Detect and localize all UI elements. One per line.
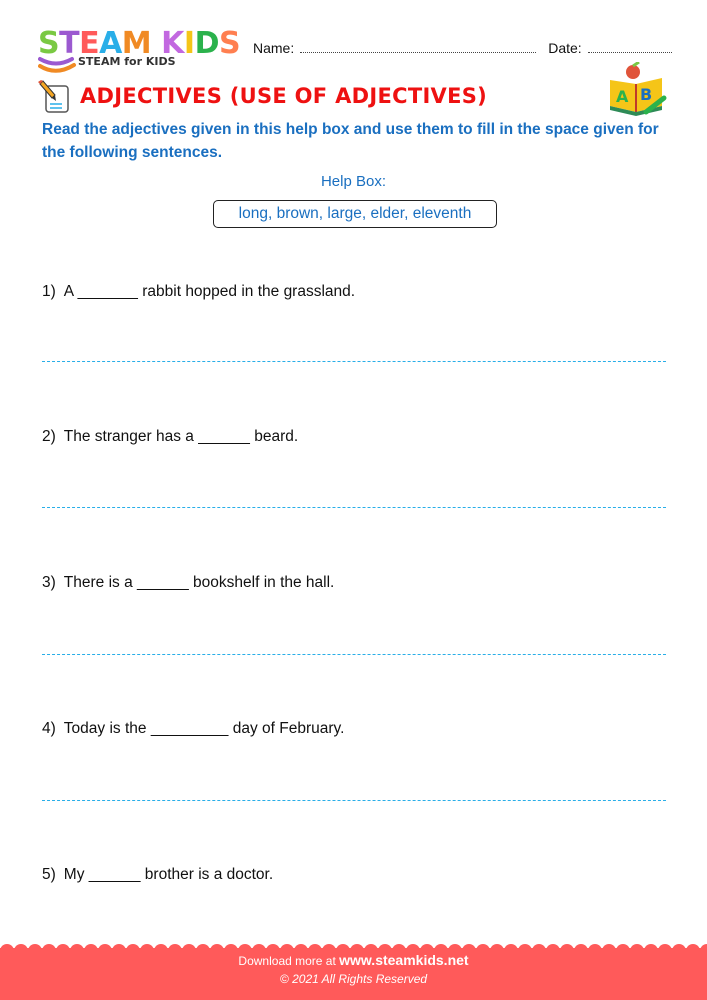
answer-line-3[interactable]: [42, 654, 666, 655]
footer-download-prefix: Download more at: [238, 954, 336, 968]
logo-letter: E: [79, 26, 100, 61]
help-box: long, brown, large, elder, eleventh: [213, 200, 497, 228]
question-text: A _______ rabbit hopped in the grassland.: [63, 283, 356, 300]
name-label: Name:: [253, 40, 295, 56]
logo-letter: D: [194, 26, 219, 61]
answer-line-4[interactable]: [42, 800, 666, 801]
svg-text:A: A: [616, 87, 629, 106]
question-3: [42, 574, 334, 592]
question-number: 2): [42, 428, 56, 445]
name-date-row: [253, 40, 672, 56]
worksheet-title: ADJECTIVES (USE OF ADJECTIVES): [80, 84, 488, 108]
abc-book-icon: [606, 62, 668, 116]
logo-letter: T: [59, 26, 80, 61]
question-number: 3): [42, 574, 56, 591]
question-text: My ______ brother is a doctor.: [63, 866, 274, 883]
logo-swoosh-icon: [38, 56, 78, 74]
logo-letter: I: [183, 26, 195, 61]
question-text: Today is the _________ day of February.: [63, 720, 345, 737]
answer-line-2[interactable]: [42, 507, 666, 508]
question-text: The stranger has a ______ beard.: [63, 428, 299, 445]
svg-text:B: B: [640, 85, 653, 104]
question-4: [42, 720, 344, 738]
footer-site-link[interactable]: www.steamkids.net: [339, 952, 469, 968]
question-number: 4): [42, 720, 56, 737]
logo-letter: K: [161, 26, 184, 61]
name-field[interactable]: [300, 51, 536, 53]
instructions: Read the adjectives given in this help box and use them to fill in the space given for the following sentences.: [42, 121, 659, 161]
logo-letter: S: [218, 26, 241, 61]
date-label: Date:: [548, 40, 582, 56]
pencil-paper-icon: [36, 80, 74, 114]
question-text: There is a ______ bookshelf in the hall.: [63, 574, 335, 591]
question-1: [42, 283, 355, 301]
footer-copyright: © 2021 All Rights Reserved: [279, 972, 428, 986]
footer-download: [0, 952, 707, 968]
logo-subtitle: STEAM for KIDS: [78, 55, 176, 68]
logo-letter: S: [38, 26, 60, 61]
answer-line-1[interactable]: [42, 361, 666, 362]
question-number: 1): [42, 283, 56, 300]
help-box-label: Help Box:: [320, 173, 387, 190]
logo-letter: M: [121, 26, 152, 61]
question-number: 5): [42, 866, 56, 883]
date-field[interactable]: [588, 51, 672, 53]
question-5: [42, 866, 273, 884]
logo-letter: A: [99, 26, 122, 61]
question-2: [42, 428, 298, 446]
